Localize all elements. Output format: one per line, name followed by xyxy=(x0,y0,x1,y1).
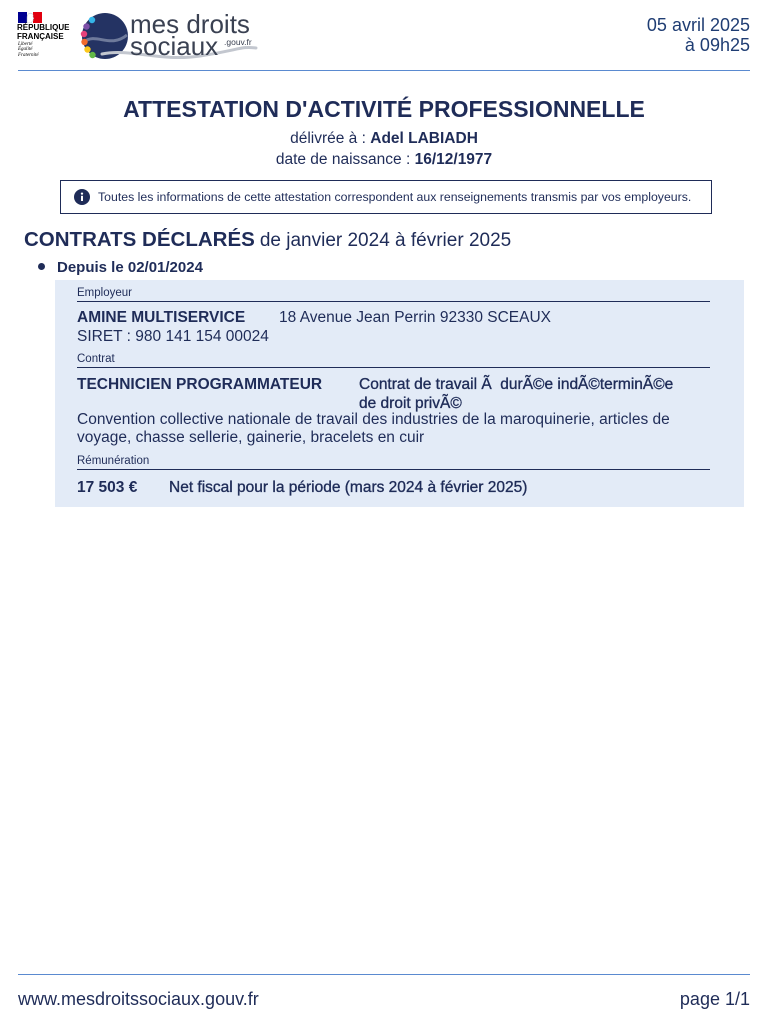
rf-motto-egalite: Égalité xyxy=(18,47,33,53)
job-title: TECHNICIEN PROGRAMMATEUR xyxy=(77,375,323,393)
info-icon-stem xyxy=(81,196,83,201)
pay-divider xyxy=(77,469,710,470)
info-icon xyxy=(74,189,90,205)
document-title: ATTESTATION D'ACTIVITÉ PROFESSIONNELLE xyxy=(123,96,645,122)
rf-motto-fraternite: Fraternité xyxy=(18,52,39,58)
list-bullet xyxy=(38,263,45,270)
employer-label: Employeur xyxy=(77,287,132,299)
contracts-heading: CONTRATS DÉCLARÉS xyxy=(24,228,255,251)
pay-amount: 17 503 € xyxy=(77,478,138,496)
issue-time: à 09h25 xyxy=(684,35,750,55)
birthdate-line xyxy=(0,150,768,170)
information-notice xyxy=(60,180,712,214)
issue-date: 05 avril 2025 xyxy=(646,15,750,35)
pay-amount-note: Net fiscal pour la période (mars 2024 à février 2025) xyxy=(169,478,528,496)
contract-start-date: Depuis le 02/01/2024 xyxy=(57,258,203,276)
recipient-label: délivrée à : xyxy=(290,130,366,147)
employer-address: 18 Avenue Jean Perrin 92330 SCEAUX xyxy=(279,309,552,326)
footer-divider xyxy=(18,974,750,975)
rf-logo-line2: FRANÇAISE xyxy=(17,31,64,41)
republique-francaise-logo xyxy=(17,12,77,60)
contracts-section-title xyxy=(24,228,511,254)
info-icon-dot xyxy=(81,192,83,194)
birthdate-label: date de naissance : xyxy=(275,151,411,168)
contract-card xyxy=(55,280,744,507)
marianne-profile xyxy=(27,13,34,23)
logo-dot-purple xyxy=(83,23,89,29)
employer-divider xyxy=(77,301,710,302)
rf-logo-line1: RÉPUBLIQUE xyxy=(17,23,70,32)
brand-domain: .gouv.fr xyxy=(224,37,252,47)
brand-name-line1: mes droits xyxy=(130,9,250,39)
recipient-name: Adel LABIADH xyxy=(370,130,478,147)
footer-website: www.mesdroitssociaux.gouv.fr xyxy=(18,989,259,1009)
flag-blue-band xyxy=(18,12,27,23)
recipient-line xyxy=(0,129,768,149)
logo-dot-orange xyxy=(81,39,87,45)
contract-label: Contrat xyxy=(77,353,115,365)
mes-droits-sociaux-logo xyxy=(80,8,260,62)
flag-red-band xyxy=(33,12,42,23)
header-divider xyxy=(18,70,750,71)
marianne-icon xyxy=(18,12,42,23)
employer-siret: SIRET : 980 141 154 00024 xyxy=(77,328,269,345)
pay-label: Rémunération xyxy=(77,455,150,467)
contracts-period: de janvier 2024 à février 2025 xyxy=(259,230,512,251)
issue-datetime xyxy=(647,15,750,55)
page-number: page 1/1 xyxy=(679,989,750,1009)
birthdate-value: 16/12/1977 xyxy=(414,151,493,168)
notice-text: Toutes les informations de cette attestation correspondent aux renseignements transmis par vos employeurs. xyxy=(98,190,692,204)
rf-motto xyxy=(18,42,39,59)
logo-dot-green xyxy=(89,52,95,58)
contract-divider xyxy=(77,367,710,368)
brand-name-line2: sociaux xyxy=(130,31,219,61)
employer-name: AMINE MULTISERVICE xyxy=(77,309,246,326)
rf-motto-liberte: Liberté xyxy=(18,41,33,47)
logo-dot-cyan xyxy=(89,17,95,23)
collective-agreement: Convention collective nationale de travail des industries de la maroquinerie, articles de voyage, chasse sellerie, gainerie, bracelets en cuir xyxy=(77,411,670,446)
logo-dot-yellow xyxy=(84,46,90,52)
logo-dot-pink xyxy=(81,31,87,37)
contract-type: Contrat de travail Ã durÃ©e indÃ©terminÃ©e de droit privÃ© xyxy=(359,375,674,412)
